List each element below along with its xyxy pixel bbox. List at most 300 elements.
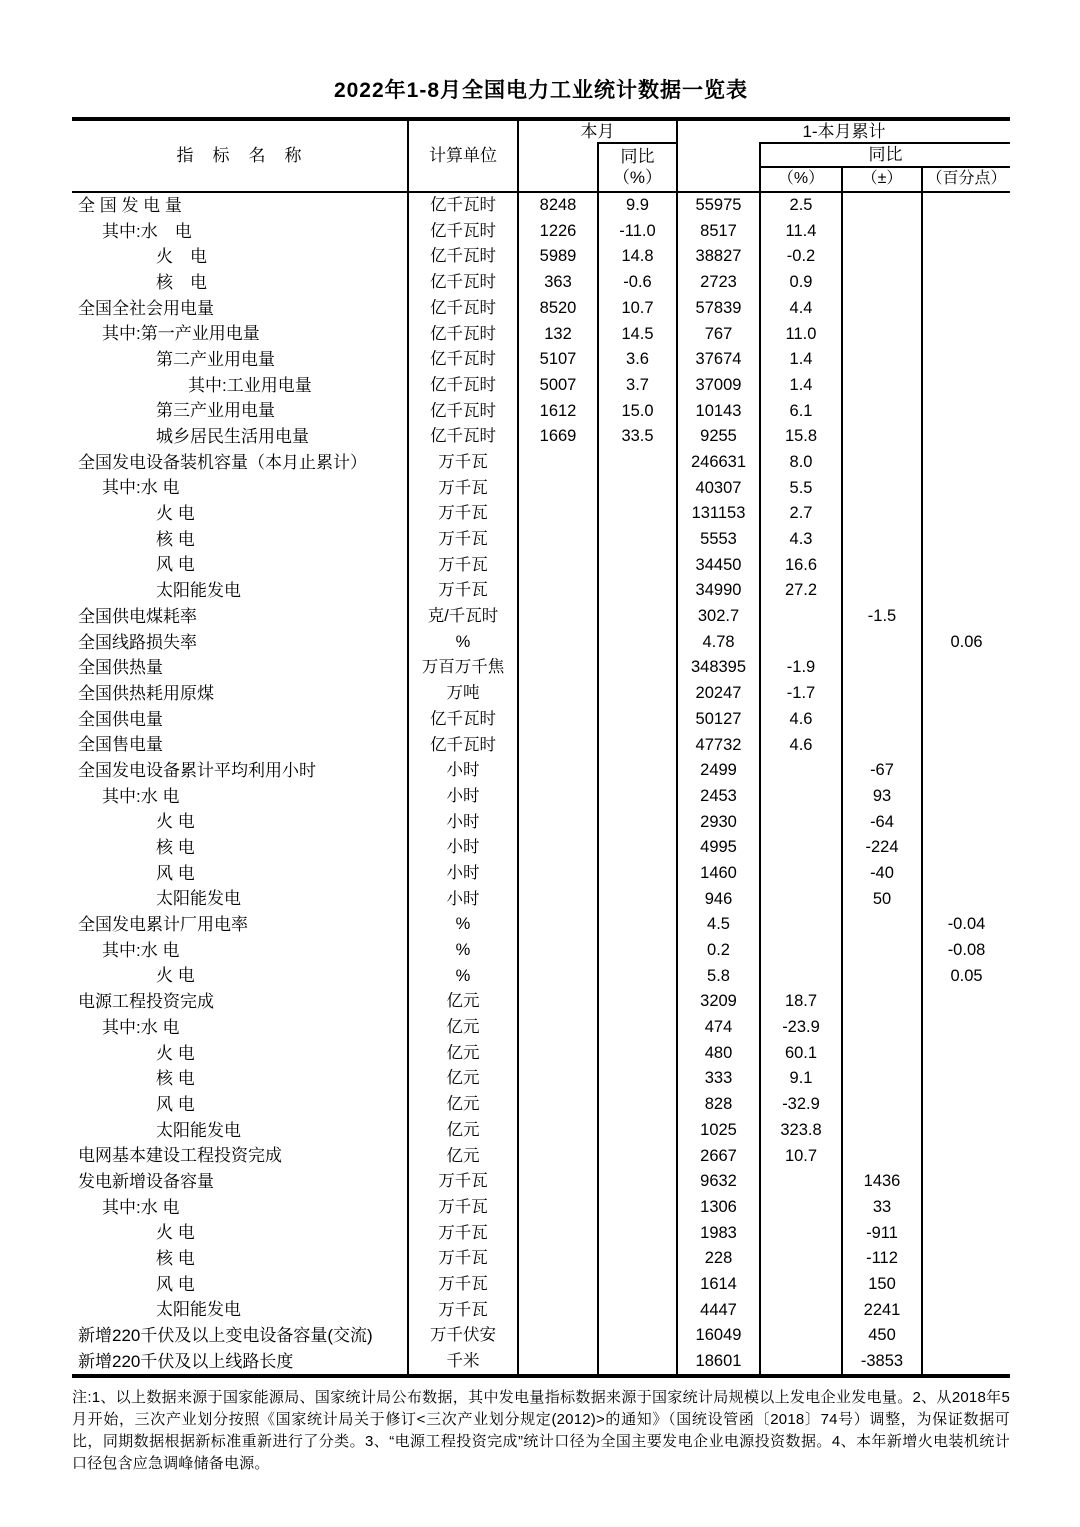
cell-unit: 亿千瓦时: [408, 372, 518, 398]
cell-cum-value: 1614: [677, 1271, 760, 1297]
cell-month-value: 8248: [518, 192, 598, 219]
cell-unit: 克/千瓦时: [408, 604, 518, 630]
cell-month-yoy: [598, 860, 677, 886]
cell-month-value: [518, 655, 598, 681]
cell-cum-yoy-pp: [922, 655, 1010, 681]
cell-cum-yoy-abs: [842, 1015, 922, 1041]
cell-indicator: 新增220千伏及以上线路长度: [72, 1348, 408, 1376]
cell-indicator: 火 电: [72, 1220, 408, 1246]
cell-indicator: 太阳能发电: [72, 578, 408, 604]
cell-indicator: 全国发电累计厂用电率: [72, 912, 408, 938]
cell-month-value: [518, 552, 598, 578]
cell-cum-yoy-pct: -0.2: [760, 244, 842, 270]
cell-indicator: 全国供热耗用原煤: [72, 681, 408, 707]
table-row: [72, 1194, 1010, 1220]
cell-month-yoy: [598, 1348, 677, 1376]
cell-indicator: 火 电: [72, 809, 408, 835]
cell-month-value: [518, 1117, 598, 1143]
cell-cum-yoy-pp: [922, 1015, 1010, 1041]
cell-cum-yoy-pp: [922, 372, 1010, 398]
cell-indicator: 太阳能发电: [72, 1297, 408, 1323]
cell-month-yoy: [598, 1092, 677, 1118]
cell-month-yoy: [598, 449, 677, 475]
table-row: [72, 501, 1010, 527]
cell-indicator: 全国供电煤耗率: [72, 604, 408, 630]
cell-cum-yoy-abs: -40: [842, 860, 922, 886]
cell-month-value: [518, 912, 598, 938]
cell-unit: 万吨: [408, 681, 518, 707]
cell-cum-yoy-pp: [922, 681, 1010, 707]
cell-cum-yoy-pct: [760, 1246, 842, 1272]
cell-month-value: [518, 732, 598, 758]
cell-cum-value: 9255: [677, 424, 760, 450]
cell-month-value: [518, 449, 598, 475]
cell-cum-yoy-abs: [842, 424, 922, 450]
table-row: [72, 578, 1010, 604]
cell-cum-yoy-abs: 150: [842, 1271, 922, 1297]
cell-indicator: 火 电: [72, 1040, 408, 1066]
cell-cum-yoy-pct: 0.9: [760, 270, 842, 296]
cell-cum-yoy-abs: 50: [842, 886, 922, 912]
cell-unit: 小时: [408, 886, 518, 912]
cell-cum-value: 4.5: [677, 912, 760, 938]
cell-cum-yoy-pct: [760, 1323, 842, 1349]
cell-cum-yoy-abs: [842, 937, 922, 963]
cell-cum-yoy-pp: [922, 398, 1010, 424]
cell-unit: 小时: [408, 783, 518, 809]
cell-cum-yoy-pp: -0.04: [947, 915, 986, 934]
cell-cum-yoy-pct: [760, 783, 842, 809]
cell-cum-value: 1025: [677, 1117, 760, 1143]
cell-month-value: [518, 706, 598, 732]
table-row: [72, 218, 1010, 244]
cell-unit: %: [408, 937, 518, 963]
cell-cum-value: 37674: [677, 347, 760, 373]
cell-month-yoy: [598, 809, 677, 835]
cell-cum-yoy-pct: [760, 1271, 842, 1297]
cell-cum-yoy-abs: [842, 347, 922, 373]
cell-cum-yoy-abs: -1.5: [842, 604, 922, 630]
cell-cum-yoy-abs: [842, 963, 922, 989]
cell-month-yoy: 10.7: [598, 295, 677, 321]
cell-cum-yoy-abs: [842, 706, 922, 732]
cell-month-value: [518, 963, 598, 989]
cell-cum-yoy-pp: [922, 424, 1010, 450]
cell-month-yoy: [598, 475, 677, 501]
cell-indicator: 核 电: [72, 526, 408, 552]
cell-month-yoy: [598, 1194, 677, 1220]
cell-month-value: [518, 1348, 598, 1376]
cell-cum-yoy-pct: [760, 1297, 842, 1323]
cell-month-yoy: [598, 1220, 677, 1246]
cell-cum-yoy-abs: [842, 526, 922, 552]
cell-cum-yoy-pct: 15.8: [760, 424, 842, 450]
cell-month-value: 132: [518, 321, 598, 347]
cell-indicator: 火 电: [72, 963, 408, 989]
cell-month-yoy: [598, 655, 677, 681]
table-row: [72, 552, 1010, 578]
cell-cum-value: 3209: [677, 989, 760, 1015]
cell-cum-yoy-pp: [922, 552, 1010, 578]
table-row: [72, 1323, 1010, 1349]
cell-cum-value: 34990: [677, 578, 760, 604]
cell-cum-value: 828: [677, 1092, 760, 1118]
cell-unit: 万千瓦: [408, 578, 518, 604]
cell-month-yoy: [598, 1246, 677, 1272]
cell-month-value: [518, 937, 598, 963]
cell-cum-value: 4995: [677, 835, 760, 861]
table-row: [72, 886, 1010, 912]
cell-cum-value: 246631: [677, 449, 760, 475]
table-row: [72, 1271, 1010, 1297]
cell-cum-yoy-pp: -0.08: [947, 941, 986, 960]
header-cum-yoy-abs: （±）: [842, 167, 922, 192]
cell-month-yoy: [598, 629, 677, 655]
table-row: [72, 244, 1010, 270]
cell-cum-yoy-abs: 93: [842, 783, 922, 809]
cell-month-value: [518, 681, 598, 707]
cell-cum-yoy-pp: [922, 449, 1010, 475]
cell-month-value: [518, 758, 598, 784]
cell-cum-yoy-pp: [922, 835, 1010, 861]
cell-cum-yoy-abs: [842, 1117, 922, 1143]
cell-unit: 亿千瓦时: [408, 192, 518, 219]
cell-indicator: 其中:水 电: [72, 218, 408, 244]
table-row: [72, 1117, 1010, 1143]
cell-indicator: 其中:第一产业用电量: [72, 321, 408, 347]
cell-month-yoy: 15.0: [598, 398, 677, 424]
table-row: [72, 809, 1010, 835]
cell-cum-yoy-pp: [922, 1092, 1010, 1118]
table-row: [72, 912, 1010, 938]
table-row: [72, 321, 1010, 347]
cell-month-value: [518, 1040, 598, 1066]
cell-indicator: 全国发电设备装机容量（本月止累计）: [72, 449, 408, 475]
cell-month-yoy: 33.5: [598, 424, 677, 450]
cell-cum-yoy-pp: [922, 1271, 1010, 1297]
cell-unit: 亿元: [408, 1040, 518, 1066]
cell-indicator: 其中:水 电: [72, 783, 408, 809]
cell-indicator: 风 电: [72, 552, 408, 578]
cell-cum-value: 5553: [677, 526, 760, 552]
cell-month-yoy: [598, 526, 677, 552]
cell-cum-yoy-abs: [842, 1040, 922, 1066]
cell-unit: 万千瓦: [408, 501, 518, 527]
cell-cum-yoy-pp: [922, 578, 1010, 604]
cell-cum-value: 0.2: [677, 937, 760, 963]
cell-cum-yoy-pct: 11.4: [760, 218, 842, 244]
cell-month-value: [518, 1297, 598, 1323]
cell-cum-yoy-abs: [842, 1066, 922, 1092]
cell-cum-yoy-pp: [922, 1220, 1010, 1246]
cell-unit: 万千伏安: [408, 1323, 518, 1349]
cell-cum-yoy-pp: [922, 732, 1010, 758]
cell-cum-yoy-pct: [760, 1220, 842, 1246]
cell-cum-yoy-pct: 4.3: [760, 526, 842, 552]
cell-month-yoy: -11.0: [598, 218, 677, 244]
cell-month-yoy: [598, 681, 677, 707]
table-row: [72, 475, 1010, 501]
cell-unit: 亿千瓦时: [408, 218, 518, 244]
cell-cum-yoy-pp: [922, 295, 1010, 321]
cell-cum-yoy-pp: [922, 886, 1010, 912]
cell-cum-value: 474: [677, 1015, 760, 1041]
cell-unit: 亿千瓦时: [408, 321, 518, 347]
cell-indicator: 全 国 发 电 量: [72, 192, 408, 219]
cell-cum-yoy-pct: 5.5: [760, 475, 842, 501]
document-page: [72, 0, 1010, 1475]
table-row: [72, 372, 1010, 398]
header-cum-yoy-pp: （百分点）: [922, 167, 1010, 192]
cell-indicator: 电源工程投资完成: [72, 989, 408, 1015]
cell-month-value: 5007: [518, 372, 598, 398]
cell-month-value: [518, 604, 598, 630]
cell-cum-yoy-pp: [922, 1348, 1010, 1376]
cell-month-value: [518, 860, 598, 886]
cell-cum-yoy-pct: 323.8: [760, 1117, 842, 1143]
cell-indicator: 第二产业用电量: [72, 347, 408, 373]
cell-cum-yoy-pct: [760, 629, 842, 655]
cell-cum-yoy-pct: [760, 860, 842, 886]
table-row: [72, 706, 1010, 732]
header-month-yoy-pct: （%）: [612, 168, 663, 188]
cell-cum-value: 767: [677, 321, 760, 347]
cell-cum-yoy-pct: 4.6: [760, 706, 842, 732]
cell-indicator: 新增220千伏及以上变电设备容量(交流): [72, 1323, 408, 1349]
cell-month-value: 5989: [518, 244, 598, 270]
table-row: [72, 1246, 1010, 1272]
table-row: [72, 295, 1010, 321]
cell-unit: 万百万千焦: [408, 655, 518, 681]
cell-cum-yoy-abs: [842, 244, 922, 270]
cell-month-value: [518, 1271, 598, 1297]
cell-indicator: 电网基本建设工程投资完成: [72, 1143, 408, 1169]
cell-cum-yoy-pct: 4.6: [760, 732, 842, 758]
cell-cum-yoy-pct: 1.4: [760, 347, 842, 373]
table-row: [72, 860, 1010, 886]
cell-month-yoy: [598, 1040, 677, 1066]
header-month-value: [518, 143, 598, 191]
cell-unit: 小时: [408, 809, 518, 835]
cell-cum-yoy-pp: [922, 1117, 1010, 1143]
cell-month-yoy: [598, 604, 677, 630]
cell-cum-yoy-pct: [760, 1169, 842, 1195]
header-indicator-name: 指 标 名 称: [72, 119, 408, 192]
cell-unit: 亿千瓦时: [408, 295, 518, 321]
cell-cum-value: 47732: [677, 732, 760, 758]
cell-unit: 万千瓦: [408, 1271, 518, 1297]
cell-cum-yoy-abs: [842, 398, 922, 424]
cell-cum-yoy-pct: [760, 1194, 842, 1220]
cell-indicator: 全国供热量: [72, 655, 408, 681]
cell-cum-value: 20247: [677, 681, 760, 707]
cell-month-yoy: 14.8: [598, 244, 677, 270]
cell-month-yoy: [598, 1117, 677, 1143]
table-row: [72, 989, 1010, 1015]
cell-cum-yoy-pct: [760, 604, 842, 630]
table-row: [72, 1143, 1010, 1169]
cell-month-yoy: -0.6: [598, 270, 677, 296]
cell-unit: 万千瓦: [408, 449, 518, 475]
cell-cum-yoy-pct: -1.7: [760, 681, 842, 707]
cell-cum-value: 34450: [677, 552, 760, 578]
cell-cum-yoy-pp: [922, 783, 1010, 809]
cell-cum-yoy-pct: 6.1: [760, 398, 842, 424]
cell-cum-yoy-pct: [760, 912, 842, 938]
header-unit: 计算单位: [408, 119, 518, 192]
table-row: [72, 526, 1010, 552]
cell-cum-yoy-pp: [922, 501, 1010, 527]
cell-month-yoy: [598, 835, 677, 861]
cell-month-value: [518, 835, 598, 861]
cell-cum-yoy-pp: [922, 218, 1010, 244]
cell-month-value: [518, 1092, 598, 1118]
cell-cum-yoy-pct: [760, 937, 842, 963]
cell-cum-value: 2667: [677, 1143, 760, 1169]
cell-cum-yoy-pct: [760, 1348, 842, 1376]
cell-cum-yoy-abs: [842, 192, 922, 219]
table-row: [72, 1297, 1010, 1323]
table-row: [72, 1015, 1010, 1041]
cell-month-yoy: [598, 1271, 677, 1297]
cell-month-value: [518, 1220, 598, 1246]
cell-unit: 亿元: [408, 1066, 518, 1092]
cell-cum-yoy-abs: -64: [842, 809, 922, 835]
table-row: [72, 347, 1010, 373]
cell-cum-yoy-pct: 60.1: [760, 1040, 842, 1066]
table-row: [72, 424, 1010, 450]
cell-cum-yoy-abs: [842, 732, 922, 758]
table-row: [72, 937, 1010, 963]
cell-cum-yoy-abs: 33: [842, 1194, 922, 1220]
cell-cum-yoy-pct: 18.7: [760, 989, 842, 1015]
cell-month-value: 8520: [518, 295, 598, 321]
cell-cum-yoy-abs: [842, 1092, 922, 1118]
cell-unit: 亿元: [408, 1092, 518, 1118]
cell-unit: 亿元: [408, 989, 518, 1015]
cell-unit: 亿元: [408, 1117, 518, 1143]
cell-cum-yoy-abs: [842, 578, 922, 604]
cell-cum-value: 333: [677, 1066, 760, 1092]
cell-cum-yoy-pp: [922, 192, 1010, 219]
cell-cum-value: 302.7: [677, 604, 760, 630]
cell-month-value: [518, 578, 598, 604]
stats-table: [72, 117, 1010, 1378]
cell-cum-value: 4447: [677, 1297, 760, 1323]
cell-cum-yoy-abs: [842, 501, 922, 527]
table-row: [72, 681, 1010, 707]
cell-cum-yoy-pp: [922, 1169, 1010, 1195]
cell-month-value: [518, 1169, 598, 1195]
cell-unit: 亿千瓦时: [408, 424, 518, 450]
cell-cum-value: 10143: [677, 398, 760, 424]
cell-month-value: [518, 1323, 598, 1349]
header-month-yoy: [598, 143, 677, 191]
cell-cum-yoy-pct: 2.5: [760, 192, 842, 219]
cell-cum-value: 9632: [677, 1169, 760, 1195]
cell-cum-yoy-pct: -23.9: [760, 1015, 842, 1041]
cell-cum-yoy-pct: -32.9: [760, 1092, 842, 1118]
cell-indicator: 风 电: [72, 860, 408, 886]
table-row: [72, 963, 1010, 989]
cell-month-yoy: [598, 937, 677, 963]
cell-cum-yoy-pct: 16.6: [760, 552, 842, 578]
cell-unit: 万千瓦: [408, 552, 518, 578]
cell-month-value: [518, 1246, 598, 1272]
cell-month-yoy: 3.7: [598, 372, 677, 398]
cell-cum-value: 131153: [677, 501, 760, 527]
table-row: [72, 398, 1010, 424]
cell-unit: 小时: [408, 860, 518, 886]
cell-cum-yoy-pp: [922, 1297, 1010, 1323]
cell-unit: 万千瓦: [408, 1297, 518, 1323]
cell-unit: 万千瓦: [408, 1220, 518, 1246]
cell-cum-value: 2453: [677, 783, 760, 809]
table-row: [72, 1066, 1010, 1092]
cell-cum-yoy-pct: -1.9: [760, 655, 842, 681]
table-row: [72, 1348, 1010, 1376]
cell-unit: 千米: [408, 1348, 518, 1376]
cell-cum-yoy-pct: 9.1: [760, 1066, 842, 1092]
cell-cum-yoy-pct: 27.2: [760, 578, 842, 604]
cell-unit: 亿千瓦时: [408, 706, 518, 732]
cell-month-yoy: [598, 578, 677, 604]
cell-unit: 亿千瓦时: [408, 732, 518, 758]
cell-cum-value: 8517: [677, 218, 760, 244]
cell-unit: 亿千瓦时: [408, 398, 518, 424]
page-title: 2022年1-8月全国电力工业统计数据一览表: [333, 79, 749, 102]
cell-cum-yoy-pp: [922, 989, 1010, 1015]
table-row: [72, 655, 1010, 681]
cell-cum-yoy-abs: [842, 912, 922, 938]
cell-unit: 万千瓦: [408, 475, 518, 501]
cell-cum-yoy-pct: 8.0: [760, 449, 842, 475]
cell-month-yoy: 14.5: [598, 321, 677, 347]
cell-cum-yoy-pct: 11.0: [760, 321, 842, 347]
cell-indicator: 全国线路损失率: [72, 629, 408, 655]
cell-month-value: 363: [518, 270, 598, 296]
cell-cum-yoy-pp: [922, 1246, 1010, 1272]
cell-month-yoy: [598, 886, 677, 912]
cell-indicator: 核 电: [72, 1246, 408, 1272]
cell-unit: 亿元: [408, 1015, 518, 1041]
cell-month-yoy: [598, 963, 677, 989]
table-row: [72, 629, 1010, 655]
cell-indicator: 火 电: [72, 244, 408, 270]
cell-unit: 亿千瓦时: [408, 347, 518, 373]
cell-unit: 小时: [408, 835, 518, 861]
cell-cum-value: 2930: [677, 809, 760, 835]
cell-cum-value: 16049: [677, 1323, 760, 1349]
cell-unit: 亿千瓦时: [408, 270, 518, 296]
cell-cum-yoy-abs: [842, 449, 922, 475]
cell-cum-yoy-abs: [842, 681, 922, 707]
cell-cum-value: 37009: [677, 372, 760, 398]
cell-month-value: [518, 1194, 598, 1220]
cell-indicator: 其中:工业用电量: [72, 372, 408, 398]
cell-cum-value: 38827: [677, 244, 760, 270]
cell-indicator: 全国供电量: [72, 706, 408, 732]
cell-cum-value: 2499: [677, 758, 760, 784]
cell-cum-value: 1306: [677, 1194, 760, 1220]
cell-unit: 万千瓦: [408, 1194, 518, 1220]
cell-month-value: [518, 475, 598, 501]
cell-month-value: 1226: [518, 218, 598, 244]
cell-indicator: 发电新增设备容量: [72, 1169, 408, 1195]
cell-indicator: 其中:水 电: [72, 1015, 408, 1041]
cell-cum-yoy-pp: [922, 1194, 1010, 1220]
cell-cum-yoy-pct: 4.4: [760, 295, 842, 321]
